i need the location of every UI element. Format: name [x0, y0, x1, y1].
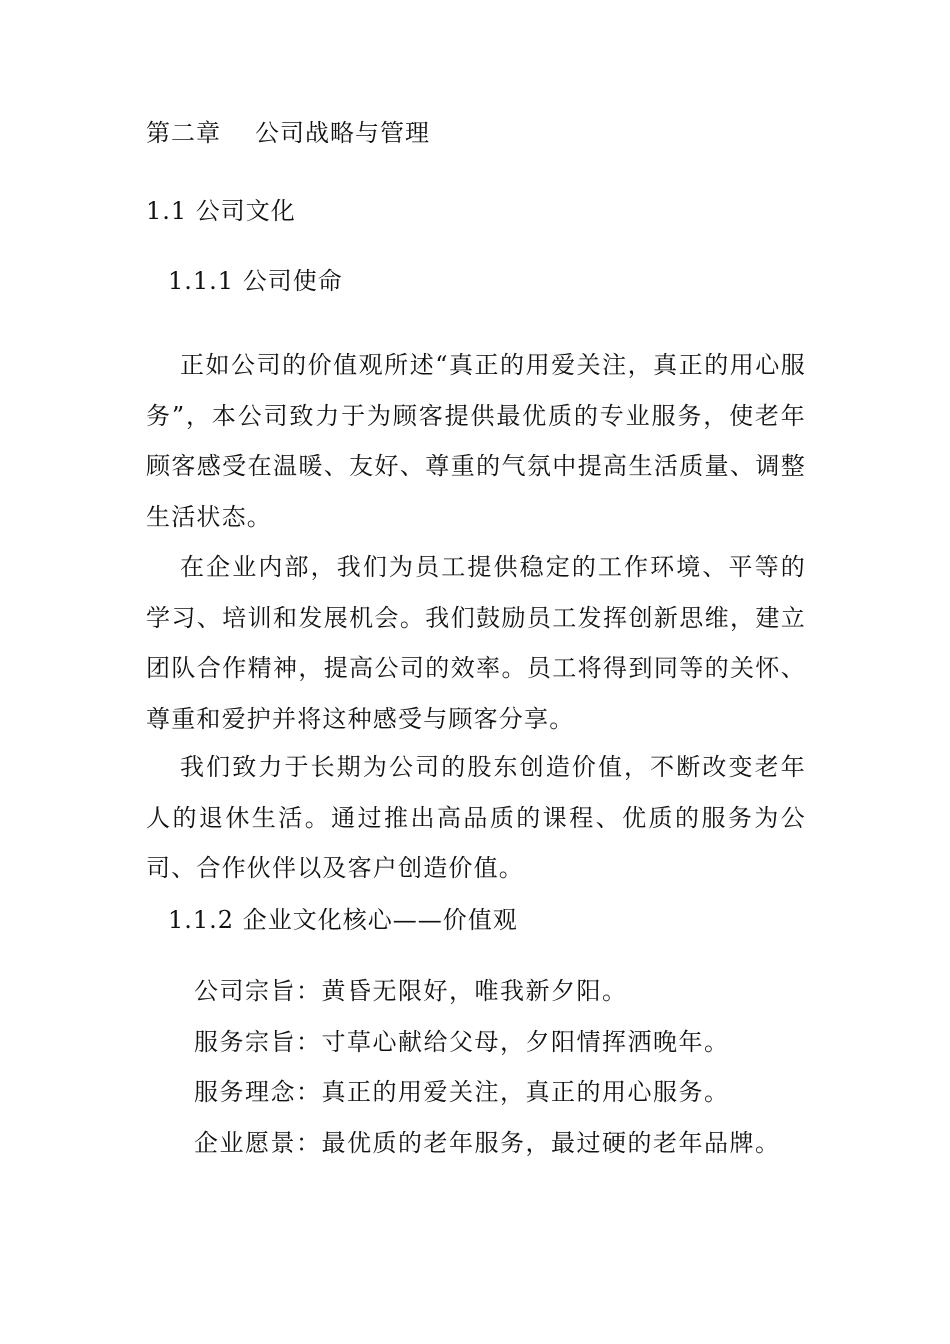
values-list — [194, 966, 781, 1168]
value-item-vision: 企业愿景：最优质的老年服务，最过硬的老年品牌。 — [194, 1128, 781, 1157]
chapter-title: 公司战略与管理 — [255, 119, 430, 147]
chapter-heading — [146, 118, 430, 148]
mission-paragraph: 正如公司的价值观所述“真正的用爱关注，真正的用心服务”，本公司致力于为顾客提供最优质的专业服务，使老年顾客感受在温暖、友好、尊重的气氛中提高生活质量、调整生活状态。 — [146, 351, 806, 531]
subsection-heading-mission: 1.1.1 公司使命 — [168, 267, 343, 295]
section-heading: 1.1 公司文化 — [146, 197, 296, 225]
chapter-number: 第二章 — [146, 119, 221, 147]
value-item-service-purpose: 服务宗旨：寸草心献给父母，夕阳情挥洒晚年。 — [194, 1027, 730, 1056]
value-item-company-purpose: 公司宗旨：黄昏无限好，唯我新夕阳。 — [194, 977, 628, 1005]
mission-paragraph: 我们致力于长期为公司的股东创造价值，不断改变老年人的退休生活。通过推出高品质的课程、优质的服务为公司、合作伙伴以及客户创造价值。 — [146, 753, 806, 882]
subsection-heading-values: 1.1.2 企业文化核心——价值观 — [168, 906, 518, 934]
mission-paragraph: 在企业内部，我们为员工提供稳定的工作环境、平等的学习、培训和发展机会。我们鼓励员工发挥创新思维，建立团队合作精神，提高公司的效率。员工将得到同等的关怀、尊重和爱护并将这种感受与顾客分享。 — [146, 553, 806, 733]
value-item-service-philosophy: 服务理念：真正的用爱关注，真正的用心服务。 — [194, 1078, 730, 1106]
